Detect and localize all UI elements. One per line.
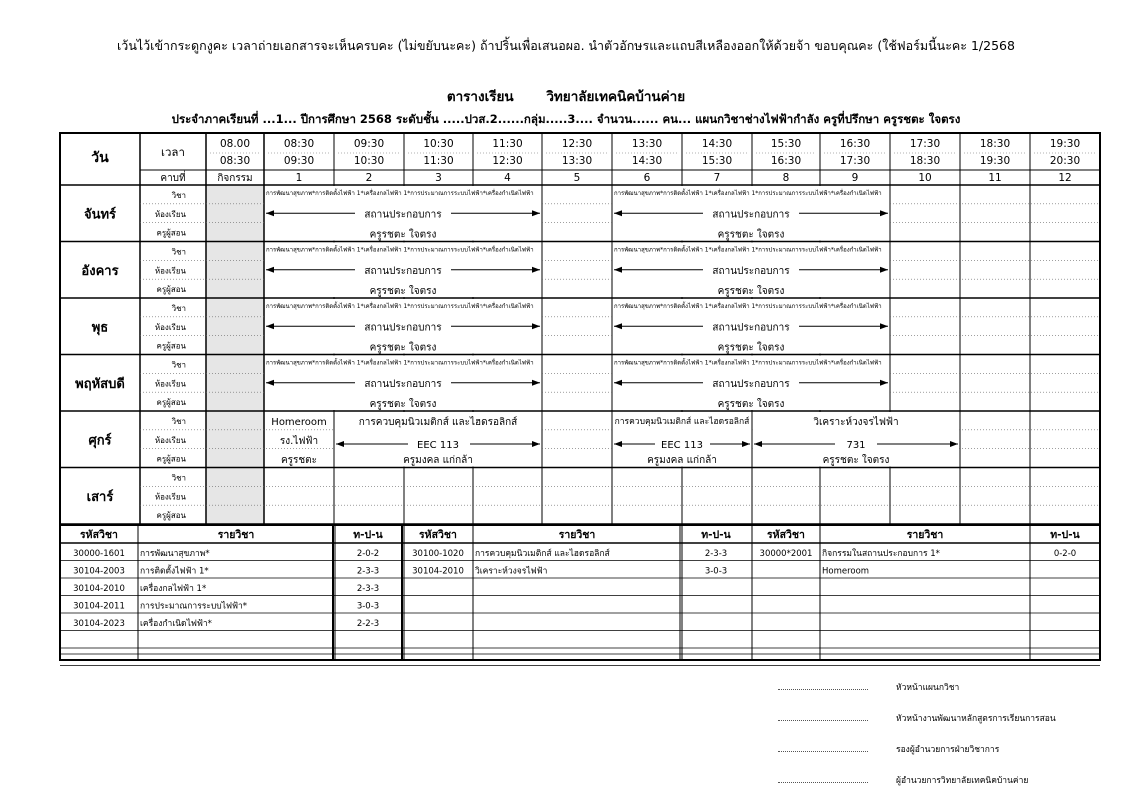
subject-code: 30000*2001 [759,549,813,559]
subject-list: การพัฒนาสุขภาพ*การติดตั้งไฟฟ้า 1*เครื่องกลไฟฟ้า 1*การประมาณการระบบไฟฟ้า*เครื่องกำเนิดไฟฟ้า [614,303,882,310]
time-slot-start: 08.00 [219,138,251,150]
tpn-header: ท-ป-น [1050,529,1080,541]
subject-list: การพัฒนาสุขภาพ*การติดตั้งไฟฟ้า 1*เครื่องกลไฟฟ้า 1*การประมาณการระบบไฟฟ้า*เครื่องกำเนิดไฟฟ้า [266,359,534,367]
teacher-label: ครูรชตะ ใจตรง [369,399,437,410]
subject-code: 30104-2003 [73,566,125,577]
tpn-header: ท-ป-น [701,529,731,541]
time-slot-end: 09:30 [283,155,315,167]
subject-tpn: 3-0-3 [356,601,380,612]
subject-name: การพัฒนาสุขภาพ* [140,549,210,559]
subject-table-frame [60,525,1100,660]
room-label: สถานประกอบการ [364,322,442,334]
period-number: 2 [365,172,373,184]
subject-tpn: 2-3-3 [704,549,728,559]
subject-list: การพัฒนาสุขภาพ*การติดตั้งไฟฟ้า 1*เครื่องกลไฟฟ้า 1*การประมาณการระบบไฟฟ้า*เครื่องกำเนิดไฟฟ้า [614,359,882,367]
signature-line [778,720,868,721]
subject-list: การพัฒนาสุขภาพ*การติดตั้งไฟฟ้า 1*เครื่องกลไฟฟ้า 1*การประมาณการระบบไฟฟ้า*เครื่องกำเนิดไฟฟ้า [614,246,882,254]
period-number: 7 [713,172,721,184]
room-label: EEC 113 [661,440,703,451]
time-slot-start: 16:30 [839,138,871,150]
row-label: วิชา [171,247,186,257]
time-slot-end: 20:30 [1049,155,1081,167]
day-name: จันทร์ [83,207,117,223]
teacher-label: ครูมงคล แก่กล้า [647,455,717,466]
subject-name-header: รายวิชา [217,529,255,541]
time-slot-start: 12:30 [561,138,593,150]
teacher-label: ครูรชตะ ใจตรง [369,342,437,354]
period-number: 1 [295,172,303,184]
homeroom-label: Homeroom [271,417,327,428]
time-slot-start: 11:30 [492,138,523,150]
time-slot-start: 15:30 [770,138,802,150]
time-slot-end: 19:30 [979,155,1011,167]
homeroom-teacher: ครูรชตะ [280,455,318,466]
header-notice: เว้นไว้เข้ากระดูกงูคะ เวลาถ่ายเอกสารจะเห็นครบคะ (ไม่ขยับนะคะ) ถ้าปริ้นเพื่อเสนอผอ. นำตัวอักษรและแถบสีเหลืองออกให้ด้วยจ้า ขอบคุณคะ (ใช้ฟอร์มนี้นะคะ 1/2568 [117,38,1015,53]
subject-code: 30104-2010 [412,566,464,577]
time-slot-end: 14:30 [631,155,663,167]
subject-code: 30104-2011 [73,601,125,612]
subject-code-header: รหัสวิชา [80,529,118,541]
subject-list: การพัฒนาสุขภาพ*การติดตั้งไฟฟ้า 1*เครื่องกลไฟฟ้า 1*การประมาณการระบบไฟฟ้า*เครื่องกำเนิดไฟฟ้า [266,246,534,254]
time-slot-start: 13:30 [631,138,663,150]
time-slot-end: 15:30 [701,155,733,167]
homeroom-room: รง.ไฟฟ้า [279,436,319,447]
time-slot-end: 16:30 [770,155,802,167]
subject-code: 30104-2010 [73,584,125,594]
period-number: 5 [573,172,581,184]
row-label: ครูผู้สอน [156,285,186,295]
subject-name: เครื่องกำเนิดไฟฟ้า* [140,619,212,629]
row-label: วิชา [171,473,186,483]
signature-line [778,782,868,783]
room-label: สถานประกอบการ [364,265,442,277]
row-label: ห้องเรียน [154,492,186,502]
day-name: พฤหัสบดี [75,376,125,392]
time-slot-start: 17:30 [909,138,941,150]
row-label: ห้องเรียน [154,322,186,332]
row-label: ห้องเรียน [154,379,186,389]
subject-list: การพัฒนาสุขภาพ*การติดตั้งไฟฟ้า 1*เครื่องกลไฟฟ้า 1*การประมาณการระบบไฟฟ้า*เครื่องกำเนิดไฟฟ้า [266,190,534,197]
row-label: วิชา [171,360,186,370]
row-label: ครูผู้สอน [156,511,186,521]
row-label: ห้องเรียน [154,209,186,219]
signature-label: หัวหน้างานพัฒนาหลักสูตรการเรียนการสอน [896,714,1056,724]
day-name: เสาร์ [86,489,114,505]
period-header: คาบที่ [160,173,186,184]
time-slot-end: 11:30 [423,155,454,167]
period-number: 10 [918,172,932,184]
row-label: ครูผู้สอน [156,454,186,464]
teacher-label: ครูรชตะ ใจตรง [369,229,437,241]
row-label: ครูผู้สอน [156,398,186,408]
time-slot-start: 18:30 [979,138,1011,150]
teacher-label: ครูมงคล แก่กล้า [403,455,473,466]
subject-tpn: 0-2-0 [1053,549,1077,559]
signature-line [778,689,868,690]
period-number: 12 [1058,172,1072,184]
time-slot-start: 08:30 [283,138,315,150]
room-label: 731 [846,440,866,451]
room-label: สถานประกอบการ [364,209,442,221]
time-slot-end: 13:30 [561,155,593,167]
period-number: 4 [504,172,511,184]
day-name: พุธ [91,320,109,336]
room-label: สถานประกอบการ [712,322,790,334]
subject-code-header: รหัสวิชา [419,529,457,541]
subject-label: การควบคุมนิวเมติกส์ และไฮดรอลิกส์ [358,417,518,428]
subject-code: 30104-2023 [73,619,125,629]
room-label: สถานประกอบการ [712,378,790,390]
time-slot-end: 17:30 [839,155,871,167]
room-label: สถานประกอบการ [712,265,790,277]
time-header: เวลา [161,145,185,159]
teacher-label: ครูรชตะ ใจตรง [717,399,785,410]
subject-name: เครื่องกลไฟฟ้า 1* [140,584,207,594]
row-label: ห้องเรียน [154,266,186,276]
time-slot-start: 14:30 [701,138,733,150]
subject-name: Homeroom [822,566,870,577]
day-name: อังคาร [81,263,119,279]
period-number: 8 [782,172,790,184]
subject-tpn: 2-0-2 [356,549,380,559]
signature-line [778,751,868,752]
row-label: ห้องเรียน [154,435,186,445]
activity-header: กิจกรรม [217,173,253,184]
subject-list: การพัฒนาสุขภาพ*การติดตั้งไฟฟ้า 1*เครื่องกลไฟฟ้า 1*การประมาณการระบบไฟฟ้า*เครื่องกำเนิดไฟฟ้า [614,190,882,197]
subject-name: การติดตั้งไฟฟ้า 1* [140,566,209,577]
row-label: วิชา [171,304,186,313]
teacher-label: ครูรชตะ ใจตรง [822,455,890,466]
subject-name: กิจกรรมในสถานประกอบการ 1* [822,549,940,559]
period-number: 6 [643,172,651,184]
time-slot-start: 10:30 [423,138,454,150]
day-name: ศุกร์ [88,433,112,449]
time-slot-start: 09:30 [353,138,385,150]
teacher-label: ครูรชตะ ใจตรง [717,286,785,297]
subject-label: การควบคุมนิวเมติกส์ และไฮดรอลิกส์ [614,417,750,427]
subject-code-header: รหัสวิชา [767,529,805,541]
room-label: EEC 113 [417,440,459,451]
title-college: วิทยาลัยเทคนิคบ้านค่าย [546,89,686,105]
time-slot-end: 12:30 [492,155,523,167]
row-label: วิชา [171,417,186,426]
subject-tpn: 2-3-3 [356,584,380,594]
row-label: ครูผู้สอน [156,228,186,238]
subject-name: การประมาณการระบบไฟฟ้า* [140,601,248,612]
room-label: สถานประกอบการ [712,209,790,221]
day-header: วัน [91,150,109,166]
time-slot-end: 10:30 [353,155,385,167]
time-slot-end: 08:30 [219,155,251,167]
subject-list: การพัฒนาสุขภาพ*การติดตั้งไฟฟ้า 1*เครื่องกลไฟฟ้า 1*การประมาณการระบบไฟฟ้า*เครื่องกำเนิดไฟฟ้า [266,303,534,310]
teacher-label: ครูรชตะ ใจตรง [717,342,785,354]
row-label: ครูผู้สอน [156,341,186,351]
period-number: 3 [435,172,442,184]
subject-name-header: รายวิชา [558,529,596,541]
room-label: สถานประกอบการ [364,378,442,390]
subject-code: 30000-1601 [73,549,125,559]
subject-name-header: รายวิชา [906,529,944,541]
period-number: 9 [851,172,859,184]
signature-label: หัวหน้าแผนกวิชา [896,683,960,693]
subject-tpn: 2-2-3 [356,619,380,629]
subject-tpn: 2-3-3 [356,566,380,577]
teacher-label: ครูรชตะ ใจตรง [369,286,437,297]
teacher-label: ครูรชตะ ใจตรง [717,229,785,241]
tpn-header: ท-ป-น [353,529,383,541]
period-number: 11 [988,172,1002,184]
title-schedule: ตารางเรียน [446,89,514,105]
subject-label: วิเคราะห์วงจรไฟฟ้า [813,417,899,428]
signature-label: รองผู้อำนวยการฝ่ายวิชาการ [896,745,1000,755]
time-slot-start: 19:30 [1049,138,1081,150]
subject-code: 30100-1020 [412,549,464,559]
time-slot-end: 18:30 [909,155,941,167]
subject-tpn: 3-0-3 [704,566,728,577]
signature-label: ผู้อำนวยการวิทยาลัยเทคนิคบ้านค่าย [896,776,1029,786]
row-label: วิชา [171,191,186,200]
subject-name: การควบคุมนิวเมติกส์ และไฮดรอลิกส์ [475,549,610,559]
subject-name: วิเคราะห์วงจรไฟฟ้า [475,566,548,577]
page-subtitle: ประจำภาคเรียนที่ ...1... ปีการศึกษา 2568 ระดับชั้น .....ปวส.2......กลุ่ม.....3.... จำนวน...... คน... แผนกวิชาช่างไฟฟ้ากำลัง ครูที่ปรึกษา ครูรชตะ ใจตรง [171,112,961,126]
